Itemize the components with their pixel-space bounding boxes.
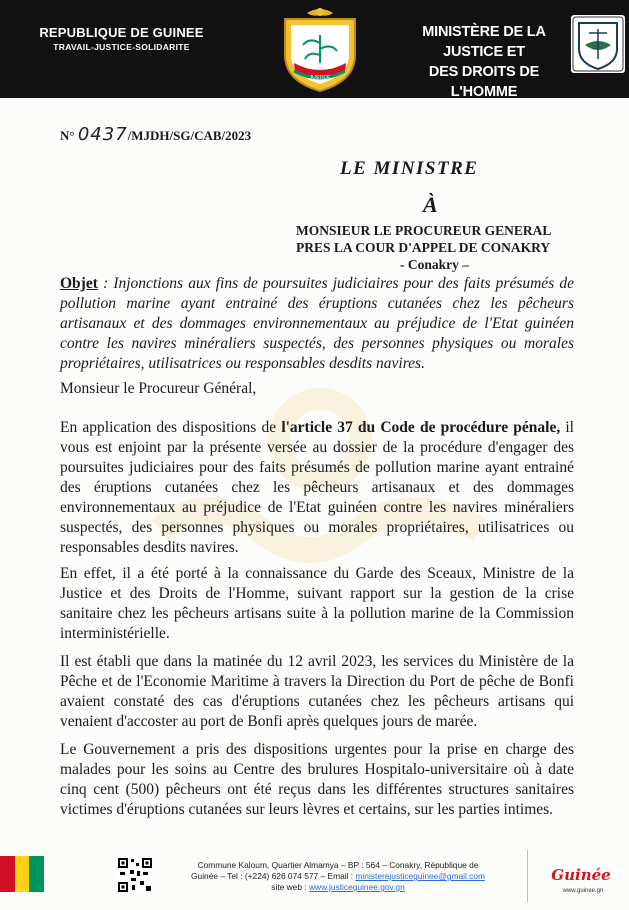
country-name: REPUBLIQUE DE GUINEE [39,25,204,40]
guinee-brand-logo: Guinée [551,866,611,884]
contact-info: Guinée – Tel : (+224) 626 074 577 – Email : [191,871,356,881]
to-word: À [423,192,438,217]
website-label: site web : [271,882,309,892]
body-paragraph-3: Il est établi que dans la matinée du 12 avril 2023, les services du Ministère de la Pêche et de l'Economie Maritime à travers la Direction du Port de pêche de Bonfi avaient constaté des cas d'éruptions cutanées chez les pêcheurs artisans qui venaient d'accoster au port de Bonfi après quelques jours de marée. [60,653,574,730]
address-line3 [162,882,514,893]
website-link[interactable]: www.justiceguinee.gov.gn [308,882,405,892]
letterhead-banner [0,0,629,98]
handwritten-reference-number: 0437 [77,124,128,145]
ministry-name-line2: DES DROITS DE L'HOMME [428,64,540,100]
flag-red-band [0,856,15,892]
salutation: Monsieur le Procureur Général, [60,380,257,397]
recipient-line1: MONSIEUR LE PROCUREUR GENERAL [296,223,552,238]
sender-title: LE MINISTRE [340,158,479,179]
flag-yellow-band [15,856,30,892]
p1-body: il vous est enjoint par la présente versée au dossier de la procédure d'engager des poursuites judiciaires pour des faits présumés de pollution marine ayant entrainé des éruptions cutanées chez les pêcheurs artisanaux et des dommages environnementaux au préjudice de l'Etat guinéen contre les navires minéraliers suspectés, des personnes physiques ou morales propriétaires, utilisatrices ou responsables desdits navires. [60,419,574,556]
footer-address [162,860,514,893]
crest-label: JUSTICE [309,75,331,81]
guinea-flag-icon [0,856,44,892]
address-line1: Commune Kaloum, Quartier Almamya – BP : 564 – Conakry, République de [197,860,479,870]
recipient-city: - Conakry – [400,257,470,272]
reference-suffix: /MJDH/SG/CAB/2023 [127,128,252,143]
national-coat-of-arms-icon [279,5,361,93]
subject-paragraph [60,274,574,374]
body-paragraph-2: En effet, il a été porté à la connaissance du Garde des Sceaux, Ministre de la Justice et des Droits de l'Homme, suivant rapport sur la gestion de la crise sanitaire chez les pêcheurs artisans suite à la pollution marine de la Commission interministérielle. [60,565,574,642]
ministry-name-line1: MINISTÈRE DE LA JUSTICE ET [422,24,546,60]
guinee-brand-url: www.guinee.gn [562,888,604,894]
country-block [34,25,209,52]
country-motto: TRAVAIL-JUSTICE-SOLIDARITE [53,42,190,52]
recipient-block [296,222,551,273]
p1-article-reference: l'article 37 du Code de procédure pénale, [281,419,561,436]
ministry-seal-icon [571,15,625,73]
address-line2 [162,871,514,882]
footer-divider [527,850,528,902]
qr-code-icon [117,857,153,893]
ministry-block [404,22,564,102]
body-paragraph-1 [60,418,574,558]
recipient-line2: PRES LA COUR D'APPEL DE CONAKRY [296,240,551,255]
reference-prefix: N° [60,128,75,143]
subject-label: Objet [60,275,98,292]
email-link[interactable]: ministerejusticeguinee@gmail.com [355,871,485,881]
subject-text: : Injonctions aux fins de poursuites judiciaires pour des faits présumés de pollution marine ayant entrainé des éruptions cutanées chez les pêcheurs artisanaux et des dommages environnementaux au préjudice de l'Etat guinéen contre les navires minéraliers suspectés, des personnes physiques ou morales propriétaires, utilisatrices ou responsables desdits navires. [60,275,574,372]
reference-number [60,124,251,145]
flag-green-band [29,856,44,892]
p1-intro: En application des dispositions de [60,419,282,436]
body-paragraph-4: Le Gouvernement a pris des dispositions urgentes pour la prise en charge des malades pour les soins au Centre des brulures Hospitalo-universitaire où à date cinq cent (500) pêcheurs ont été reçus dans les différentes structures sanitaires victimes d'éruptions cutanées sur leurs lèvres et certains, sur les parties intimes. [60,741,574,818]
